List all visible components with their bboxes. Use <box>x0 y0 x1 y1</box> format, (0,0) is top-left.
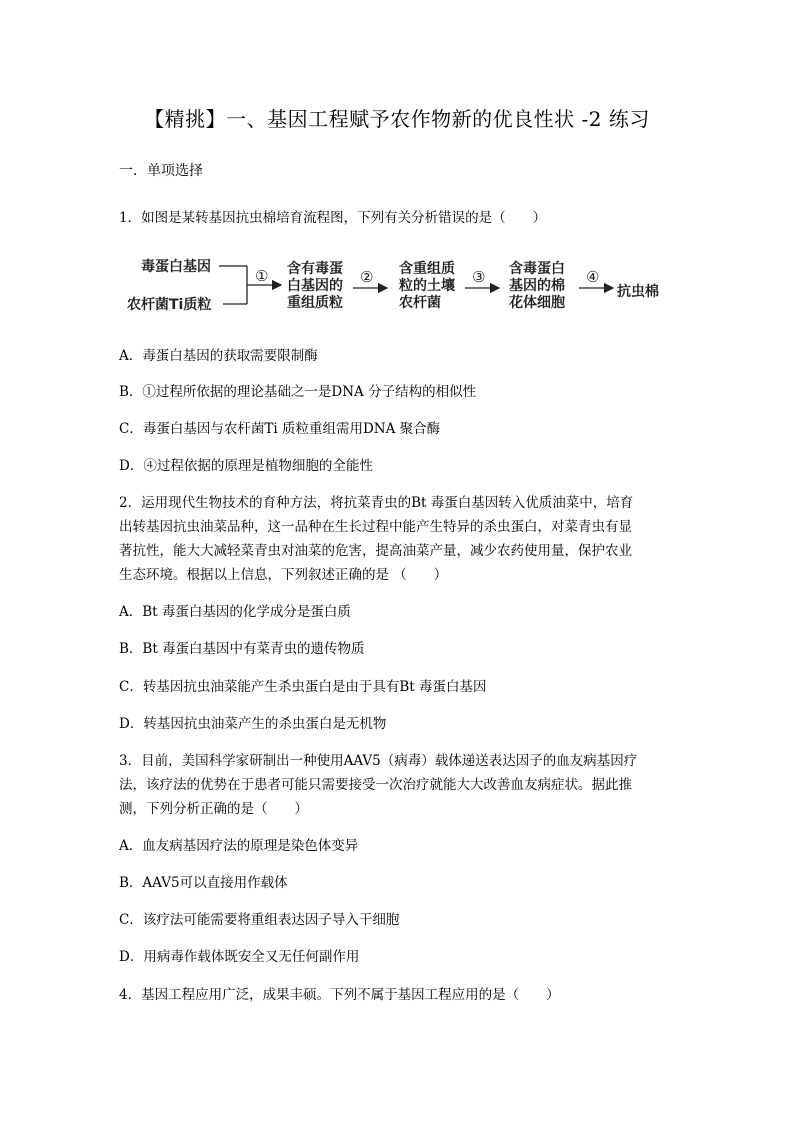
diagram-node-1 <box>287 260 343 311</box>
question-2-stem-line-1: 2．运用现代生物技术的育种方法，将抗菜青虫的Bt 毒蛋白基因转入优质油菜中，培育 <box>119 495 634 511</box>
question-1-stem: 1．如图是某转基因抗虫棉培育流程图，下列有关分析错误的是（ ） <box>119 210 547 226</box>
diagram-arrow-4 <box>579 268 613 288</box>
question-2-option-a: A．Bt 毒蛋白基因的化学成分是蛋白质 <box>119 604 351 620</box>
question-2-stem-line-4: 生态环境。根据以上信息，下列叙述正确的是 （ ） <box>119 567 448 583</box>
diagram-result: 抗虫棉 <box>617 284 659 300</box>
question-2-option-b: B．Bt 毒蛋白基因中有菜青虫的遗传物质 <box>119 641 365 657</box>
question-3-stem-line-3: 测，下列分析正确的是（ ） <box>119 801 308 817</box>
question-3-option-b: B．AAV5可以直接用作载体 <box>119 875 288 891</box>
question-3-option-a: A．血友病基因疗法的原理是染色体变异 <box>119 838 359 854</box>
section-heading: 一．单项选择 <box>119 163 203 179</box>
svg-text:重组质粒: 重组质粒 <box>287 295 343 311</box>
diagram-node-2 <box>399 260 455 311</box>
flow-diagram <box>125 248 675 328</box>
question-4-stem: 4．基因工程应用广泛，成果丰硕。下列不属于基因工程应用的是（ ） <box>119 987 560 1003</box>
question-2-option-d: D．转基因抗虫油菜产生的杀虫蛋白是无机物 <box>119 716 387 732</box>
question-3-option-c: C．该疗法可能需要将重组表达因子导入干细胞 <box>119 912 400 928</box>
diagram-node-3 <box>508 260 565 311</box>
question-2-option-c: C．转基因抗虫油菜能产生杀虫蛋白是由于具有Bt 毒蛋白基因 <box>119 679 487 695</box>
diagram-input-gene: 毒蛋白基因 <box>141 259 211 275</box>
diagram-step-1: ① <box>255 267 269 285</box>
question-3-stem-line-1: 3．目前，美国科学家研制出一种使用AAV5（病毒）载体递送表达因子的血友病基因疗 <box>119 753 638 769</box>
svg-text:粒的土壤: 粒的土壤 <box>399 278 455 294</box>
page-title: 【精挑】一、基因工程赋予农作物新的优良性状 -2 练习 <box>144 107 650 131</box>
question-1-option-a: A．毒蛋白基因的获取需要限制酶 <box>119 348 318 364</box>
svg-text:含重组质: 含重组质 <box>399 261 455 277</box>
diagram-arrow-1 <box>247 267 281 285</box>
svg-text:花体细胞: 花体细胞 <box>509 295 565 311</box>
question-1-option-c: C．毒蛋白基因与农杆菌Ti 质粒重组需用DNA 聚合酶 <box>119 421 441 437</box>
diagram-input-plasmid: 农杆菌Ti质粒 <box>127 297 212 313</box>
diagram-arrow-3 <box>465 268 499 288</box>
question-2-stem-line-2: 出转基因抗虫油菜品种，这一品种在生长过程中能产生特异的杀虫蛋白，对菜青虫有显 <box>119 519 632 535</box>
diagram-step-2: ② <box>360 268 374 286</box>
question-2-stem-line-3: 著抗性，能大大减轻菜青虫对油菜的危害，提高油菜产量，减少农药使用量，保护农业 <box>119 543 632 559</box>
svg-text:含毒蛋白: 含毒蛋白 <box>509 261 565 277</box>
question-3-stem-line-2: 法，该疗法的优势在于患者可能只需要接受一次治疗就能大大改善血友病症状。据此推 <box>119 777 632 793</box>
diagram-bracket <box>219 266 247 304</box>
svg-text:农杆菌: 农杆菌 <box>399 295 441 311</box>
question-3-option-d: D．用病毒作载体既安全又无任何副作用 <box>119 949 360 965</box>
svg-text:含有毒蛋: 含有毒蛋 <box>287 261 343 277</box>
diagram-step-3: ③ <box>472 268 486 286</box>
diagram-arrow-2 <box>353 268 387 288</box>
question-1-option-b: B．①过程所依据的理论基础之一是DNA 分子结构的相似性 <box>119 384 477 400</box>
question-1-option-d: D．④过程依据的原理是植物细胞的全能性 <box>119 458 373 474</box>
svg-text:白基因的: 白基因的 <box>287 278 343 294</box>
svg-text:基因的棉: 基因的棉 <box>509 278 565 294</box>
diagram-step-4: ④ <box>586 268 600 286</box>
